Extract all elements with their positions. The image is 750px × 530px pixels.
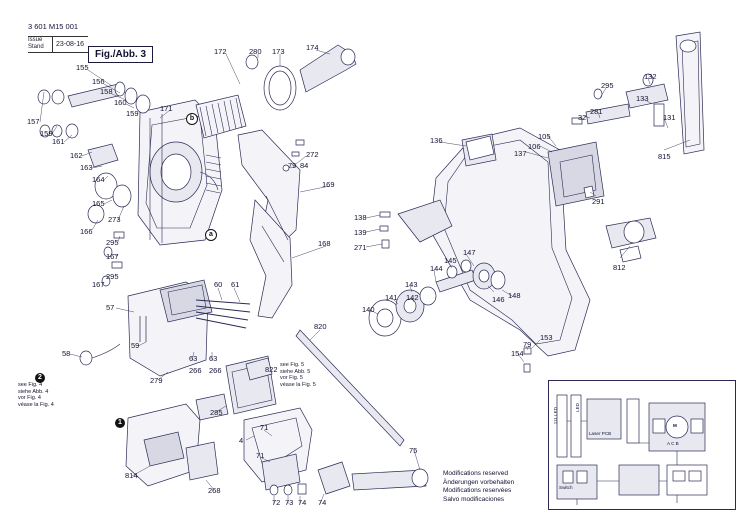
callout-number: 132 <box>644 72 657 81</box>
callout-number: 139 <box>354 228 367 237</box>
wiring-label-switch: Switch <box>559 485 573 490</box>
callout-number: 148 <box>508 291 521 300</box>
callout-number: 106 <box>528 142 541 151</box>
callout-number: 131 <box>663 113 676 122</box>
wiring-label-led: LED <box>575 403 580 412</box>
see-fig4-note <box>18 382 54 408</box>
callout-number: 161 <box>52 137 65 146</box>
callout-number: 84 <box>300 161 309 170</box>
callout-number: 157 <box>27 117 40 126</box>
part-number-text: 3 601 M15 001 <box>28 22 79 31</box>
callout-number: 172 <box>214 47 227 56</box>
callout-number: 174 <box>306 43 319 52</box>
callout-number: 173 <box>272 47 285 56</box>
callout-number: 812 <box>613 263 626 272</box>
callout-number: 155 <box>76 63 89 72</box>
callout-number: 137 <box>514 149 527 158</box>
callout-number: 154 <box>511 349 524 358</box>
callout-number: 295 <box>601 81 614 90</box>
callout-number: 71 <box>260 423 269 432</box>
callout-number: 79 <box>523 340 532 349</box>
modifications-fr: Modifications reservées <box>443 487 512 494</box>
callout-number: 166 <box>80 227 93 236</box>
callout-number: 159 <box>40 129 53 138</box>
callout-number: 815 <box>658 152 671 161</box>
callout-number: 285 <box>210 408 223 417</box>
callout-number: 143 <box>405 280 418 289</box>
callout-number: 144 <box>430 264 443 273</box>
callout-number: 820 <box>314 322 327 331</box>
modifications-es: Salvo modificaciones <box>443 495 505 503</box>
circle-mark-1: 1 <box>115 418 125 428</box>
callout-number: 57 <box>106 303 115 312</box>
callout-number: 147 <box>463 248 476 257</box>
see-fig5-note <box>280 362 316 388</box>
callout-number: 171 <box>160 104 173 113</box>
callout-number: 273 <box>108 215 121 224</box>
issue-date: 23-08-16 <box>56 41 85 48</box>
callout-number: 79 <box>288 161 297 170</box>
callout-number: 814 <box>125 471 138 480</box>
circle-mark-2: 2 <box>35 373 45 383</box>
callout-number: 153 <box>540 333 553 342</box>
callout-number: 136 <box>430 136 443 145</box>
callout-number: 138 <box>354 213 367 222</box>
callout-number: 74 <box>318 498 327 507</box>
see-fig4-fr: vor Fig. 4 <box>18 395 41 401</box>
see-fig4-de: siehe Abb. 4 <box>18 388 49 395</box>
callout-number: 271 <box>354 243 367 252</box>
callout-number: 58 <box>62 349 71 358</box>
callout-number: 162 <box>70 151 83 160</box>
see-fig4-en: see Fig. 4 <box>18 382 43 388</box>
callout-number: 268 <box>208 486 221 495</box>
callout-number: 266 <box>209 366 222 375</box>
see-fig5-es: véase la Fig. 5 <box>280 381 316 388</box>
callout-number: 159 <box>126 109 139 118</box>
wiring-label-motor: M <box>673 423 677 428</box>
callout-number: 295 <box>106 272 119 281</box>
callout-number: 168 <box>318 239 331 248</box>
callout-number: 4 <box>239 436 244 445</box>
modifications-de: Änderungen vorbehalten <box>443 478 515 486</box>
callout-number: 140 <box>362 305 375 314</box>
callout-number: 71 <box>256 451 265 460</box>
callout-number: 75 <box>409 446 418 455</box>
modifications-en: Modifications reserved <box>443 470 509 477</box>
callout-number: 63 <box>189 354 198 363</box>
callout-number: 266 <box>189 366 202 375</box>
callout-number: 279 <box>150 376 163 385</box>
callout-number: 105 <box>538 132 551 141</box>
callout-number: 72 <box>272 498 281 507</box>
callout-number: 59 <box>131 341 140 350</box>
callout-number: 158 <box>100 87 113 96</box>
see-fig5-de: siehe Abb. 5 <box>280 368 311 375</box>
circle-mark-b: b <box>186 113 198 125</box>
callout-number: 32 <box>578 113 587 122</box>
circle-mark-a: a <box>205 229 217 241</box>
callout-number: 822 <box>265 365 278 374</box>
callout-number: 145 <box>444 256 457 265</box>
callout-number: 133 <box>636 94 649 103</box>
callout-number: 280 <box>249 47 262 56</box>
callout-number: 163 <box>80 163 93 172</box>
issue-label-en: Issue <box>28 37 43 43</box>
callout-number: 60 <box>214 280 223 289</box>
callout-number: 167 <box>92 280 105 289</box>
callout-number: 165 <box>92 199 105 208</box>
callout-number: 160 <box>114 98 127 107</box>
callout-number: 281 <box>590 107 603 116</box>
callout-number: 74 <box>298 498 307 507</box>
callout-number: 156 <box>92 77 105 86</box>
callout-number: 167 <box>106 252 119 261</box>
see-fig4-es: véase la Fig. 4 <box>18 401 54 408</box>
callout-number: 164 <box>92 175 105 184</box>
see-fig5-fr: vor Fig. 5 <box>280 375 303 381</box>
issue-label-de: Stand <box>28 44 44 50</box>
callout-number: 272 <box>306 150 319 159</box>
callout-number: 141 <box>385 293 398 302</box>
modifications-note <box>443 470 514 504</box>
callout-number: 73 <box>285 498 294 507</box>
callout-number: 291 <box>592 197 605 206</box>
wiring-linework <box>549 381 735 509</box>
callout-number: 146 <box>492 295 505 304</box>
wiring-diagram-inset <box>548 380 736 510</box>
callout-number: 295 <box>106 238 119 247</box>
wiring-label-laser-pcb: Laser PCB <box>589 431 612 436</box>
callout-number: 63 <box>209 354 218 363</box>
see-fig5-en: see Fig. 5 <box>280 362 305 368</box>
callout-number: 61 <box>231 280 240 289</box>
wiring-label-acb: A C B <box>667 441 679 446</box>
callout-number: 142 <box>406 293 419 302</box>
callout-number: 169 <box>322 180 335 189</box>
figure-label: Fig./Abb. 3 <box>88 46 153 63</box>
wiring-label-111-led: 111 LED <box>553 407 558 425</box>
